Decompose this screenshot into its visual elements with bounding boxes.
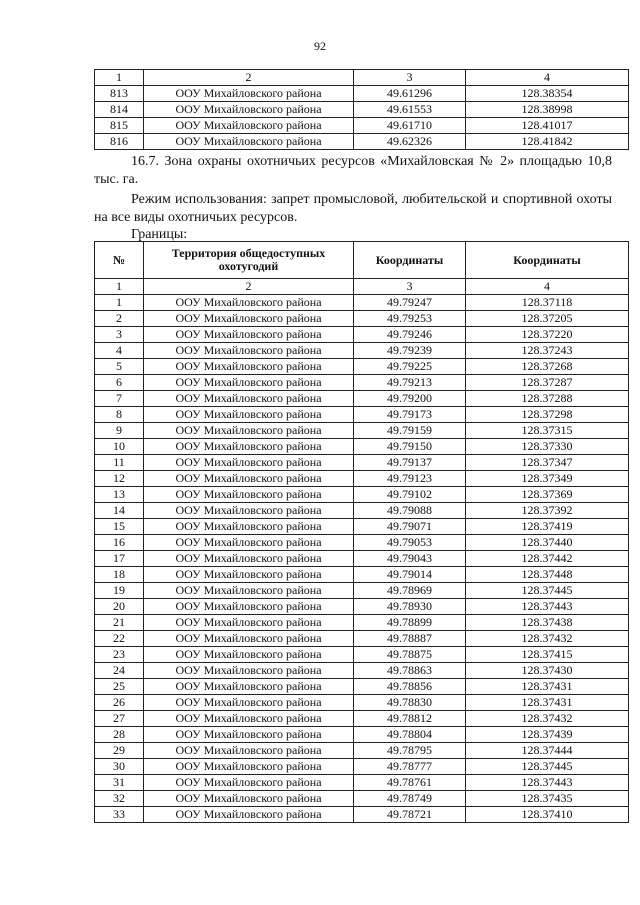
territory-name-cell: ООУ Михайловского района: [144, 599, 354, 615]
point-number-cell: 10: [95, 439, 144, 455]
longitude-cell: 128.37287: [466, 375, 629, 391]
point-number-cell: 6: [95, 375, 144, 391]
latitude-cell: 49.79071: [354, 519, 466, 535]
latitude-cell: 49.78812: [354, 711, 466, 727]
longitude-cell: 128.37298: [466, 407, 629, 423]
latitude-cell: 49.79246: [354, 327, 466, 343]
latitude-cell: 49.79253: [354, 311, 466, 327]
longitude-cell: 128.37440: [466, 535, 629, 551]
table-row: [95, 487, 629, 503]
table-row: [95, 519, 629, 535]
table-row: [95, 695, 629, 711]
point-number-cell: 31: [95, 775, 144, 791]
point-number-cell: 3: [95, 327, 144, 343]
territory-name-cell: ООУ Михайловского района: [144, 647, 354, 663]
column-number: 2: [144, 279, 354, 295]
longitude-cell: 128.37445: [466, 583, 629, 599]
longitude-cell: 128.37392: [466, 503, 629, 519]
territory-name-cell: ООУ Михайловского района: [144, 807, 354, 823]
table-row: [95, 711, 629, 727]
point-number-cell: 19: [95, 583, 144, 599]
longitude-cell: 128.37443: [466, 599, 629, 615]
column-number: 3: [354, 70, 466, 86]
section-title: 16.7. Зона охраны охотничьих ресурсов «Михайловская № 2» площадью 10,8 тыс. га.: [94, 154, 612, 187]
table-row: [95, 327, 629, 343]
table-row: [95, 791, 629, 807]
latitude-cell: 49.78875: [354, 647, 466, 663]
latitude-cell: 49.79225: [354, 359, 466, 375]
territory-name-cell: ООУ Михайловского района: [144, 775, 354, 791]
table-row: [95, 743, 629, 759]
territory-name-cell: ООУ Михайловского района: [144, 743, 354, 759]
longitude-cell: 128.37419: [466, 519, 629, 535]
latitude-cell: 49.79213: [354, 375, 466, 391]
latitude-cell: 49.79159: [354, 423, 466, 439]
point-number-cell: 14: [95, 503, 144, 519]
longitude-cell: 128.37330: [466, 439, 629, 455]
territory-name-cell: ООУ Михайловского района: [144, 102, 354, 118]
latitude-cell: 49.79053: [354, 535, 466, 551]
territory-name-cell: ООУ Михайловского района: [144, 343, 354, 359]
territory-name-cell: ООУ Михайловского района: [144, 583, 354, 599]
latitude-cell: 49.78749: [354, 791, 466, 807]
longitude-cell: 128.38354: [466, 86, 629, 102]
point-number-cell: 815: [95, 118, 144, 134]
territory-name-cell: ООУ Михайловского района: [144, 391, 354, 407]
longitude-cell: 128.37349: [466, 471, 629, 487]
latitude-cell: 49.79173: [354, 407, 466, 423]
point-number-cell: 21: [95, 615, 144, 631]
header-row: [95, 242, 629, 279]
point-number-cell: 27: [95, 711, 144, 727]
territory-name-cell: ООУ Михайловского района: [144, 471, 354, 487]
longitude-cell: 128.37410: [466, 807, 629, 823]
point-number-cell: 32: [95, 791, 144, 807]
point-number-cell: 30: [95, 759, 144, 775]
longitude-cell: 128.37347: [466, 455, 629, 471]
longitude-cell: 128.37438: [466, 615, 629, 631]
territory-name-cell: ООУ Михайловского района: [144, 439, 354, 455]
longitude-cell: 128.37243: [466, 343, 629, 359]
table-body: [95, 86, 629, 150]
boundaries-label: Границы:: [131, 227, 188, 242]
latitude-cell: 49.79200: [354, 391, 466, 407]
table-row: [95, 407, 629, 423]
latitude-cell: 49.61296: [354, 86, 466, 102]
latitude-cell: 49.78969: [354, 583, 466, 599]
territory-name-cell: ООУ Михайловского района: [144, 423, 354, 439]
territory-name-cell: ООУ Михайловского района: [144, 567, 354, 583]
territory-name-cell: ООУ Михайловского района: [144, 695, 354, 711]
longitude-cell: 128.37448: [466, 567, 629, 583]
territory-name-cell: ООУ Михайловского района: [144, 407, 354, 423]
latitude-cell: 49.79102: [354, 487, 466, 503]
latitude-cell: 49.79137: [354, 455, 466, 471]
point-number-cell: 33: [95, 807, 144, 823]
point-number-cell: 4: [95, 343, 144, 359]
latitude-cell: 49.61710: [354, 118, 466, 134]
latitude-cell: 49.79150: [354, 439, 466, 455]
latitude-cell: 49.78795: [354, 743, 466, 759]
table-row: [95, 295, 629, 311]
point-number-cell: 15: [95, 519, 144, 535]
territory-name-cell: ООУ Михайловского района: [144, 519, 354, 535]
latitude-cell: 49.78930: [354, 599, 466, 615]
longitude-cell: 128.37431: [466, 695, 629, 711]
table-row: [95, 471, 629, 487]
latitude-cell: 49.78830: [354, 695, 466, 711]
latitude-cell: 49.78777: [354, 759, 466, 775]
column-number: 3: [354, 279, 466, 295]
latitude-cell: 49.62326: [354, 134, 466, 150]
column-number-row: [95, 279, 629, 295]
table-row: [95, 134, 629, 150]
longitude-cell: 128.41017: [466, 118, 629, 134]
table-row: [95, 102, 629, 118]
point-number-cell: 28: [95, 727, 144, 743]
table-row: [95, 118, 629, 134]
table-row: [95, 663, 629, 679]
longitude-cell: 128.41842: [466, 134, 629, 150]
point-number-cell: 1: [95, 295, 144, 311]
territory-name-cell: ООУ Михайловского района: [144, 134, 354, 150]
latitude-cell: 49.79088: [354, 503, 466, 519]
longitude-cell: 128.37220: [466, 327, 629, 343]
latitude-cell: 49.78761: [354, 775, 466, 791]
territory-name-cell: ООУ Михайловского района: [144, 535, 354, 551]
header-territory: Территория общедоступных охотугодий: [144, 242, 354, 279]
territory-name-cell: ООУ Михайловского района: [144, 327, 354, 343]
table-row: [95, 599, 629, 615]
latitude-cell: 49.79123: [354, 471, 466, 487]
table-row: [95, 807, 629, 823]
territory-name-cell: ООУ Михайловского района: [144, 759, 354, 775]
column-number: 1: [95, 70, 144, 86]
table-row: [95, 455, 629, 471]
point-number-cell: 20: [95, 599, 144, 615]
point-number-cell: 7: [95, 391, 144, 407]
longitude-cell: 128.38998: [466, 102, 629, 118]
territory-name-cell: ООУ Михайловского района: [144, 551, 354, 567]
page-number: 92: [314, 39, 326, 53]
longitude-cell: 128.37315: [466, 423, 629, 439]
table-row: [95, 535, 629, 551]
territory-name-cell: ООУ Михайловского района: [144, 487, 354, 503]
table-row: [95, 391, 629, 407]
territory-name-cell: ООУ Михайловского района: [144, 311, 354, 327]
point-number-cell: 26: [95, 695, 144, 711]
point-number-cell: 816: [95, 134, 144, 150]
table-row: [95, 311, 629, 327]
table-row: [95, 503, 629, 519]
longitude-cell: 128.37430: [466, 663, 629, 679]
point-number-cell: 2: [95, 311, 144, 327]
column-number: 4: [466, 279, 629, 295]
coordinates-table-continued: [94, 69, 629, 150]
point-number-cell: 29: [95, 743, 144, 759]
latitude-cell: 49.78804: [354, 727, 466, 743]
longitude-cell: 128.37268: [466, 359, 629, 375]
table-row: [95, 551, 629, 567]
table-row: [95, 647, 629, 663]
latitude-cell: 49.79239: [354, 343, 466, 359]
longitude-cell: 128.37431: [466, 679, 629, 695]
longitude-cell: 128.37432: [466, 711, 629, 727]
latitude-cell: 49.78856: [354, 679, 466, 695]
point-number-cell: 8: [95, 407, 144, 423]
point-number-cell: 17: [95, 551, 144, 567]
latitude-cell: 49.61553: [354, 102, 466, 118]
longitude-cell: 128.37432: [466, 631, 629, 647]
point-number-cell: 25: [95, 679, 144, 695]
table-row: [95, 583, 629, 599]
longitude-cell: 128.37445: [466, 759, 629, 775]
table-row: [95, 775, 629, 791]
point-number-cell: 18: [95, 567, 144, 583]
longitude-cell: 128.37415: [466, 647, 629, 663]
table-row: [95, 375, 629, 391]
table-row: [95, 615, 629, 631]
longitude-cell: 128.37288: [466, 391, 629, 407]
territory-name-cell: ООУ Михайловского района: [144, 711, 354, 727]
territory-name-cell: ООУ Михайловского района: [144, 295, 354, 311]
table-row: [95, 759, 629, 775]
table-body: [95, 295, 629, 823]
longitude-cell: 128.37444: [466, 743, 629, 759]
territory-name-cell: ООУ Михайловского района: [144, 631, 354, 647]
header-coordinates: Координаты: [466, 242, 629, 279]
latitude-cell: 49.79043: [354, 551, 466, 567]
longitude-cell: 128.37369: [466, 487, 629, 503]
longitude-cell: 128.37439: [466, 727, 629, 743]
boundary-coordinates-table: [94, 241, 629, 823]
territory-name-cell: ООУ Михайловского района: [144, 791, 354, 807]
territory-name-cell: ООУ Михайловского района: [144, 503, 354, 519]
territory-name-cell: ООУ Михайловского района: [144, 455, 354, 471]
table-row: [95, 631, 629, 647]
table-row: [95, 679, 629, 695]
table-row: [95, 359, 629, 375]
longitude-cell: 128.37118: [466, 295, 629, 311]
longitude-cell: 128.37435: [466, 791, 629, 807]
table-row: [95, 86, 629, 102]
latitude-cell: 49.78887: [354, 631, 466, 647]
point-number-cell: 11: [95, 455, 144, 471]
territory-name-cell: ООУ Михайловского района: [144, 86, 354, 102]
table-row: [95, 727, 629, 743]
point-number-cell: 13: [95, 487, 144, 503]
table-row: [95, 567, 629, 583]
territory-name-cell: ООУ Михайловского района: [144, 375, 354, 391]
point-number-cell: 22: [95, 631, 144, 647]
latitude-cell: 49.78721: [354, 807, 466, 823]
header-coordinates: Координаты: [354, 242, 466, 279]
longitude-cell: 128.37205: [466, 311, 629, 327]
point-number-cell: 814: [95, 102, 144, 118]
column-number: 2: [144, 70, 354, 86]
column-number: 4: [466, 70, 629, 86]
point-number-cell: 16: [95, 535, 144, 551]
latitude-cell: 49.78863: [354, 663, 466, 679]
column-number-row: [95, 70, 629, 86]
longitude-cell: 128.37443: [466, 775, 629, 791]
latitude-cell: 49.79014: [354, 567, 466, 583]
point-number-cell: 23: [95, 647, 144, 663]
point-number-cell: 813: [95, 86, 144, 102]
territory-name-cell: ООУ Михайловского района: [144, 118, 354, 134]
longitude-cell: 128.37442: [466, 551, 629, 567]
territory-name-cell: ООУ Михайловского района: [144, 615, 354, 631]
column-number: 1: [95, 279, 144, 295]
point-number-cell: 9: [95, 423, 144, 439]
latitude-cell: 49.79247: [354, 295, 466, 311]
latitude-cell: 49.78899: [354, 615, 466, 631]
usage-regime-text: Режим использования: запрет промысловой, любительской и спортивной охоты на все виды охотничьих ресурсов.: [94, 192, 612, 225]
table-row: [95, 343, 629, 359]
point-number-cell: 12: [95, 471, 144, 487]
point-number-cell: 5: [95, 359, 144, 375]
table-row: [95, 439, 629, 455]
table-row: [95, 423, 629, 439]
territory-name-cell: ООУ Михайловского района: [144, 727, 354, 743]
header-number: №: [95, 242, 144, 279]
territory-name-cell: ООУ Михайловского района: [144, 679, 354, 695]
territory-name-cell: ООУ Михайловского района: [144, 663, 354, 679]
territory-name-cell: ООУ Михайловского района: [144, 359, 354, 375]
point-number-cell: 24: [95, 663, 144, 679]
